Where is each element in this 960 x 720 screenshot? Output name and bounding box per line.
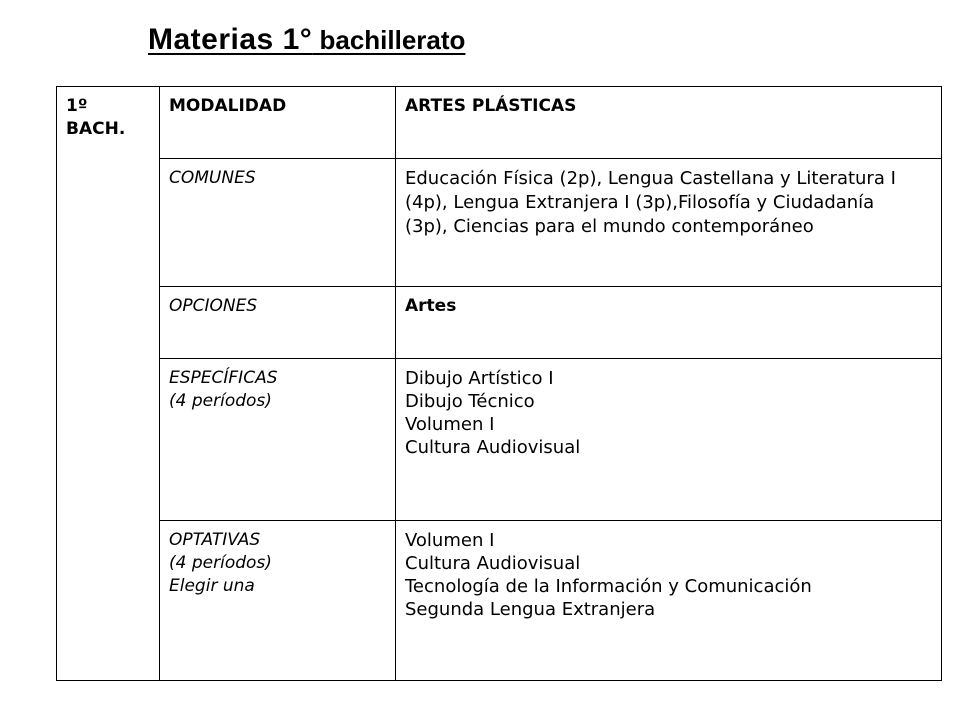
course-label-cell	[57, 87, 160, 681]
content-line: Cultura Audiovisual	[405, 553, 581, 574]
content-paragraph: Educación Física (2p), Lengua Castellana y Literatura I (4p), Lengua Extranjera I (3p),Filosofía y Ciudadanía (3p), Ciencias para el mundo contemporáneo	[405, 168, 896, 237]
content-line: Tecnología de la Información y Comunicación	[405, 576, 812, 597]
content-line: Segunda Lengua Extranjera	[405, 599, 656, 620]
label-cell-opciones	[160, 287, 396, 359]
label-cell-comunes	[160, 159, 396, 287]
label-line: OPTATIVAS	[169, 530, 261, 550]
table-row-especificas	[57, 359, 942, 521]
page-title-main: Materias 1°	[148, 23, 313, 56]
content-line: Cultura Audiovisual	[405, 437, 581, 458]
content-line: Dibujo Técnico	[405, 391, 535, 412]
label-cell-modalidad	[160, 87, 396, 159]
table-row-comunes	[57, 159, 942, 287]
content-cell-modalidad	[396, 87, 942, 159]
content-cell-opciones	[396, 287, 942, 359]
content-line: Volumen I	[405, 414, 495, 435]
content-cell-especificas	[396, 359, 942, 521]
label-line: OPCIONES	[169, 296, 258, 316]
label-line: COMUNES	[169, 168, 256, 188]
subjects-table	[56, 86, 942, 681]
label-cell-optativas	[160, 521, 396, 681]
label-line: Elegir una	[169, 576, 255, 596]
label-line: ESPECÍFICAS	[169, 368, 278, 388]
content-line: ARTES PLÁSTICAS	[405, 96, 577, 116]
table-row-modalidad	[57, 87, 942, 159]
label-line: (4 períodos)	[169, 553, 272, 573]
label-line: MODALIDAD	[169, 96, 287, 116]
page-title-sub: bachillerato	[312, 25, 466, 55]
content-line: Volumen I	[405, 530, 495, 551]
content-cell-optativas	[396, 521, 942, 681]
course-label-line: BACH.	[66, 119, 126, 139]
content-line: Artes	[405, 296, 457, 316]
table-row-optativas	[57, 521, 942, 681]
page-title	[148, 18, 465, 60]
course-label-line: 1º	[66, 96, 88, 116]
content-cell-comunes	[396, 159, 942, 287]
label-cell-especificas	[160, 359, 396, 521]
label-line: (4 períodos)	[169, 391, 272, 411]
content-line: Dibujo Artístico I	[405, 368, 554, 389]
table-row-opciones	[57, 287, 942, 359]
